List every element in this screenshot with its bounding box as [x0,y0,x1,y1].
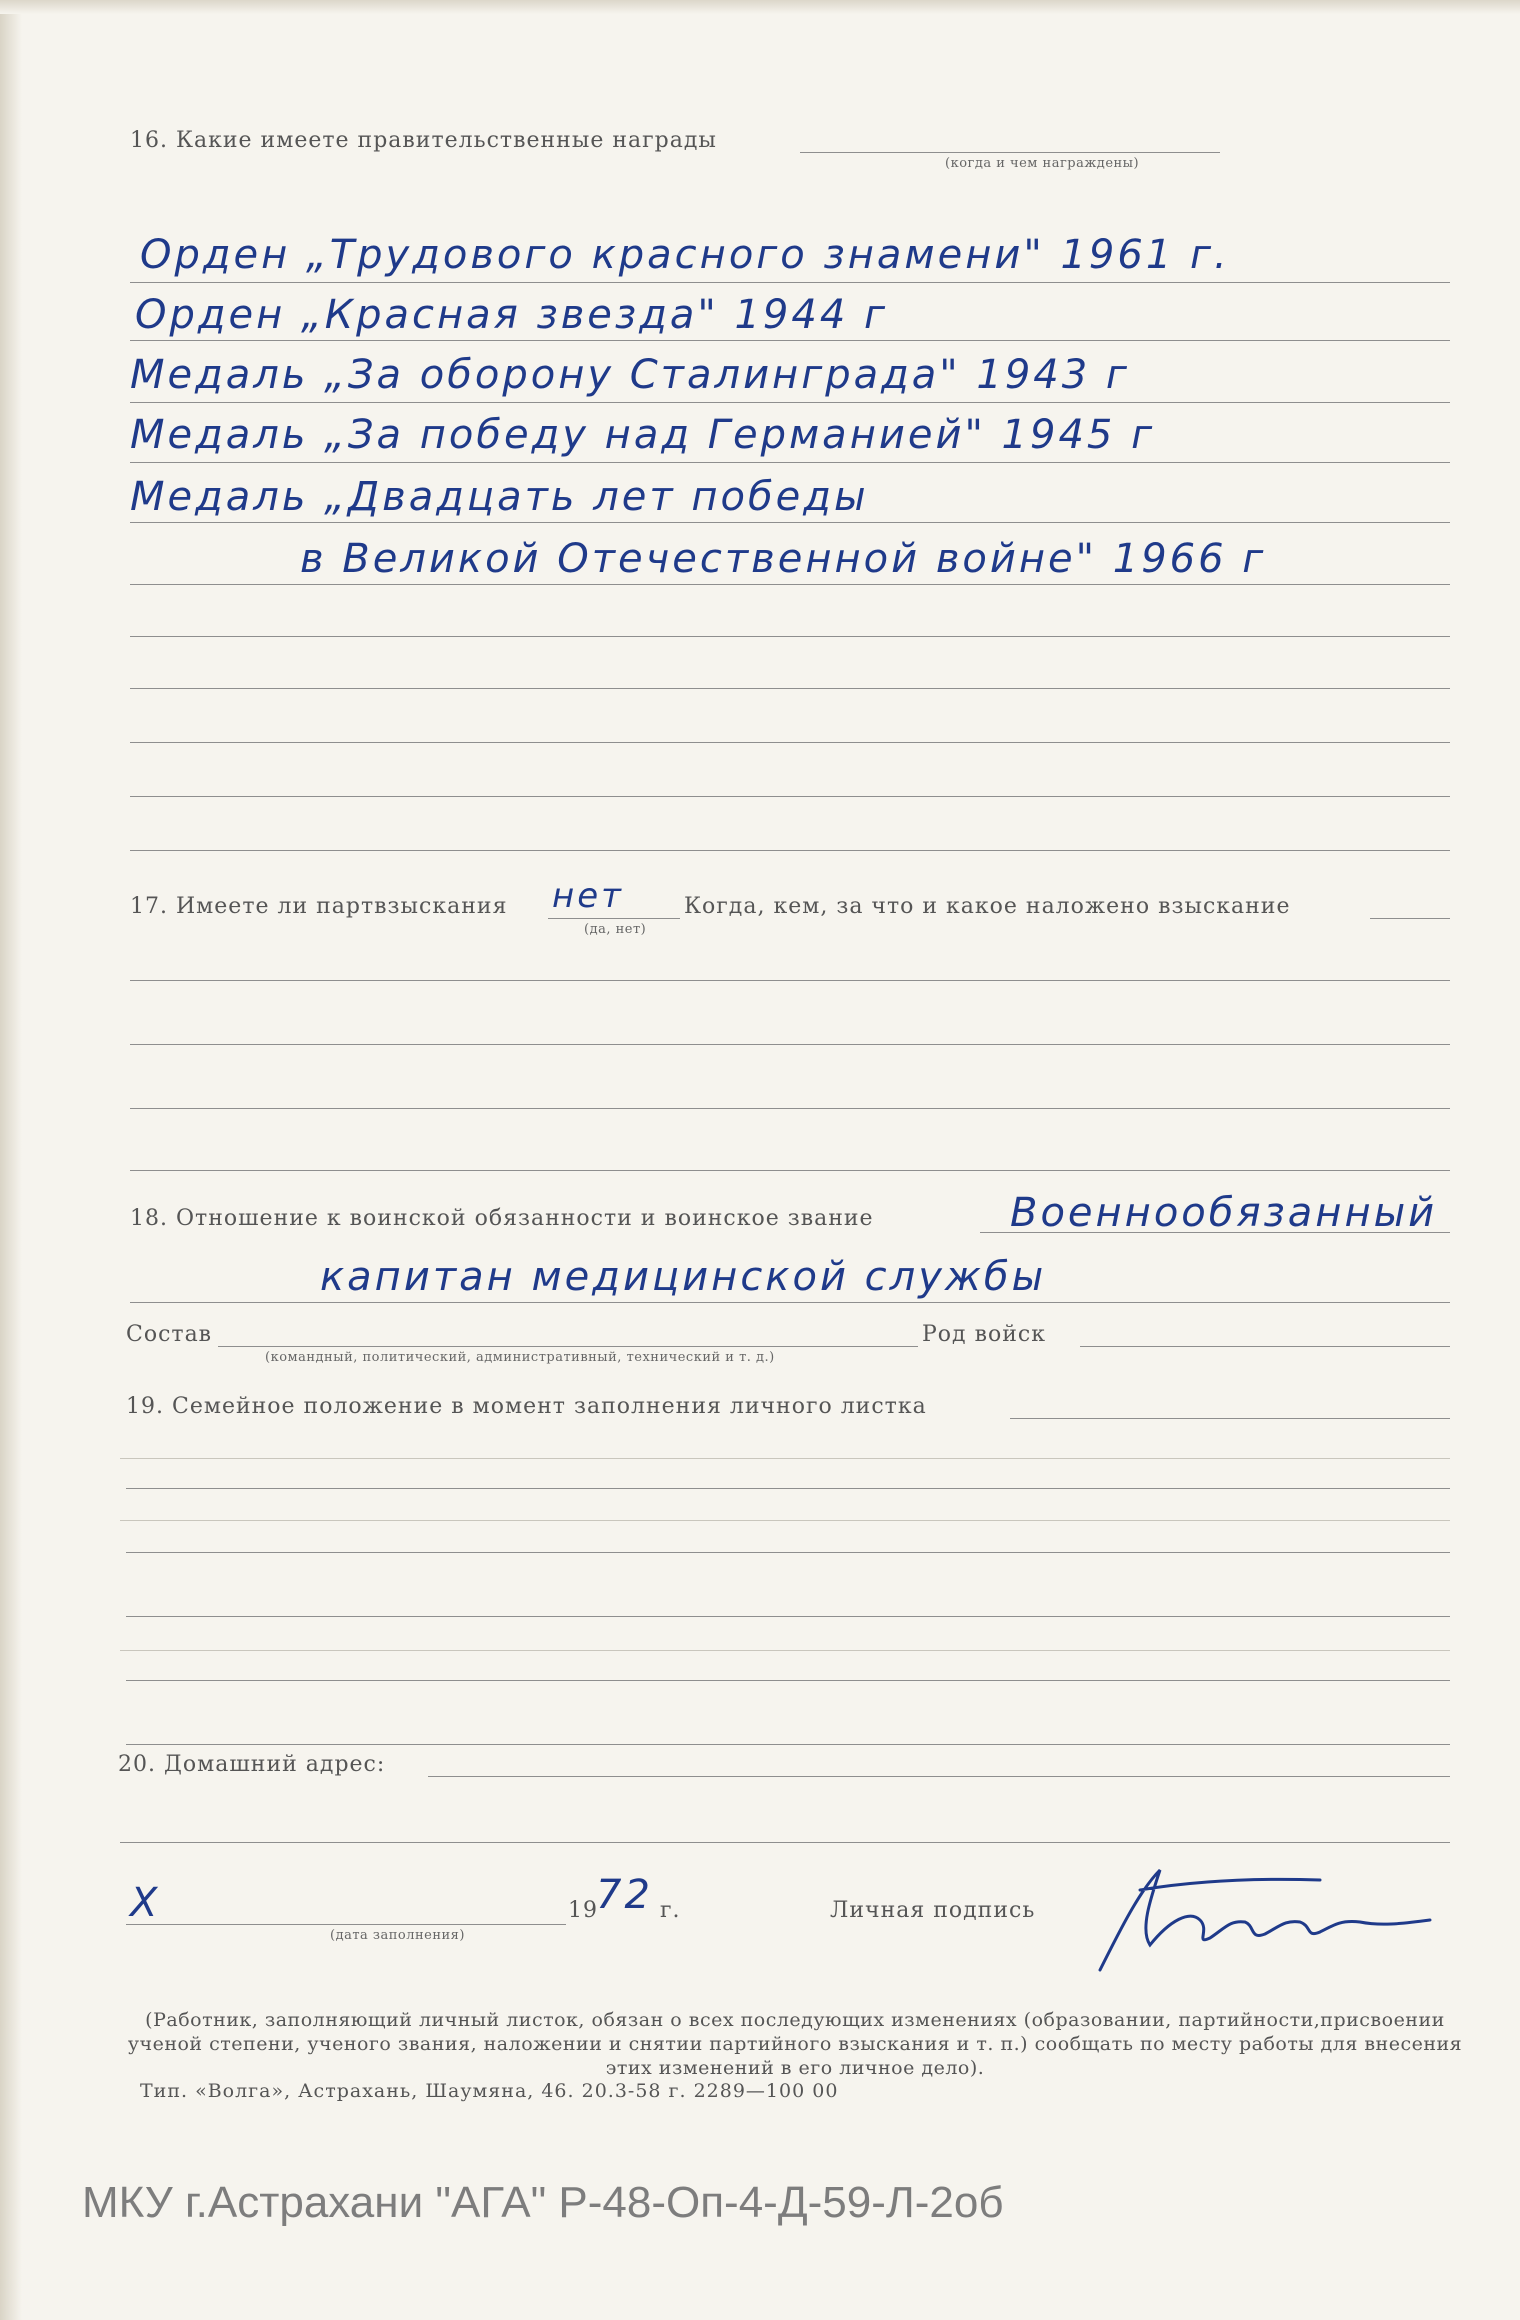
award-entry-4: Медаль „За победу над Германией" 1945 г [130,412,1156,458]
section19-label: 19. Семейное положение в момент заполнения личного листка [126,1394,927,1419]
section16-hint: (когда и чем награждены) [945,156,1140,171]
ruled-line [126,1552,1450,1553]
section17-answer-line [548,918,680,919]
ruled-line [130,402,1450,403]
sostav-label: Состав [126,1322,213,1347]
section17-label: 17. Имеете ли партвзыскания [130,894,508,919]
award-entry-1: Орден „Трудового красного знамени" 1961 г. [140,232,1230,278]
bleed-through-line [120,1520,1450,1521]
date-hint: (дата заполнения) [330,1928,465,1943]
section17-answer: нет [552,876,624,916]
ruled-line [428,1776,1450,1777]
rod-voisk-label: Род войск [922,1322,1046,1347]
archive-reference: МКУ г.Астрахани "АГА" Р-48-Оп-4-Д-59-Л-2об [82,2178,1004,2227]
award-entry-6: в Великой Отечественной войне" 1966 г [300,536,1267,582]
section18-label: 18. Отношение к воинской обязанности и воинское звание [130,1206,874,1231]
rod-voisk-line [1080,1346,1450,1347]
ruled-line [130,796,1450,797]
award-entry-3: Медаль „За оборону Сталинграда" 1943 г [130,352,1130,398]
ruled-line [130,340,1450,341]
ruled-line [130,462,1450,463]
sostav-line [218,1346,918,1347]
ruled-line [130,688,1450,689]
paper-edge [0,0,22,2320]
ruled-line [130,584,1450,585]
signature-image [1080,1850,1460,1990]
date-line [126,1924,566,1925]
ruled-line [130,1302,1450,1303]
ruled-line [1010,1418,1450,1419]
ruled-line [130,980,1450,981]
ruled-line [130,1044,1450,1045]
ruled-line [126,1488,1450,1489]
award-entry-5: Медаль „Двадцать лет победы [130,474,869,520]
ruled-line [126,1744,1450,1745]
ruled-line [130,1170,1450,1171]
section18-answer-2: капитан медицинской службы [320,1254,1047,1300]
ruled-line [126,1680,1450,1681]
section16-line [800,152,1220,153]
footnote: (Работник, заполняющий личный листок, обязан о всех последующих изменениях (образовании, партийности,присвоении ученой степени, ученого звания, наложении и снятии партийного взыскания и т. п.) сообщать по месту работы для внесения этих изменений в его личное дело). [127,2009,1463,2079]
ruled-line [130,742,1450,743]
paper-edge-top [0,0,1520,14]
ruled-line [120,1842,1450,1843]
ruled-line [130,522,1450,523]
section17-label-cont: Когда, кем, за что и какое наложено взыскание [684,894,1291,919]
ruled-line [1370,918,1450,919]
section17-answer-hint: (да, нет) [584,922,647,937]
ruled-line [126,1616,1450,1617]
bleed-through-line [120,1458,1450,1459]
year-handwritten: 72 [596,1872,653,1918]
signature-label: Личная подпись [830,1898,1036,1923]
award-entry-2: Орден „Красная звезда" 1944 г [135,292,888,338]
ruled-line [130,636,1450,637]
section16-label: 16. Какие имеете правительственные награды [130,128,717,153]
section20-label: 20. Домашний адрес: [118,1752,386,1777]
bleed-through-line [120,1650,1450,1651]
year-prefix: 19 [568,1898,598,1923]
printer-imprint: Тип. «Волга», Астрахань, Шаумяна, 46. 20.3-58 г. 2289—100 00 [140,2080,839,2102]
ruled-line [130,850,1450,851]
sostav-hint: (командный, политический, административный, технический и т. д.) [265,1350,775,1365]
year-suffix: г. [660,1898,681,1923]
ruled-line [130,282,1450,283]
date-day-month: X [130,1880,161,1926]
ruled-line [130,1108,1450,1109]
section18-answer-1: Военнообязанный [1010,1190,1438,1236]
